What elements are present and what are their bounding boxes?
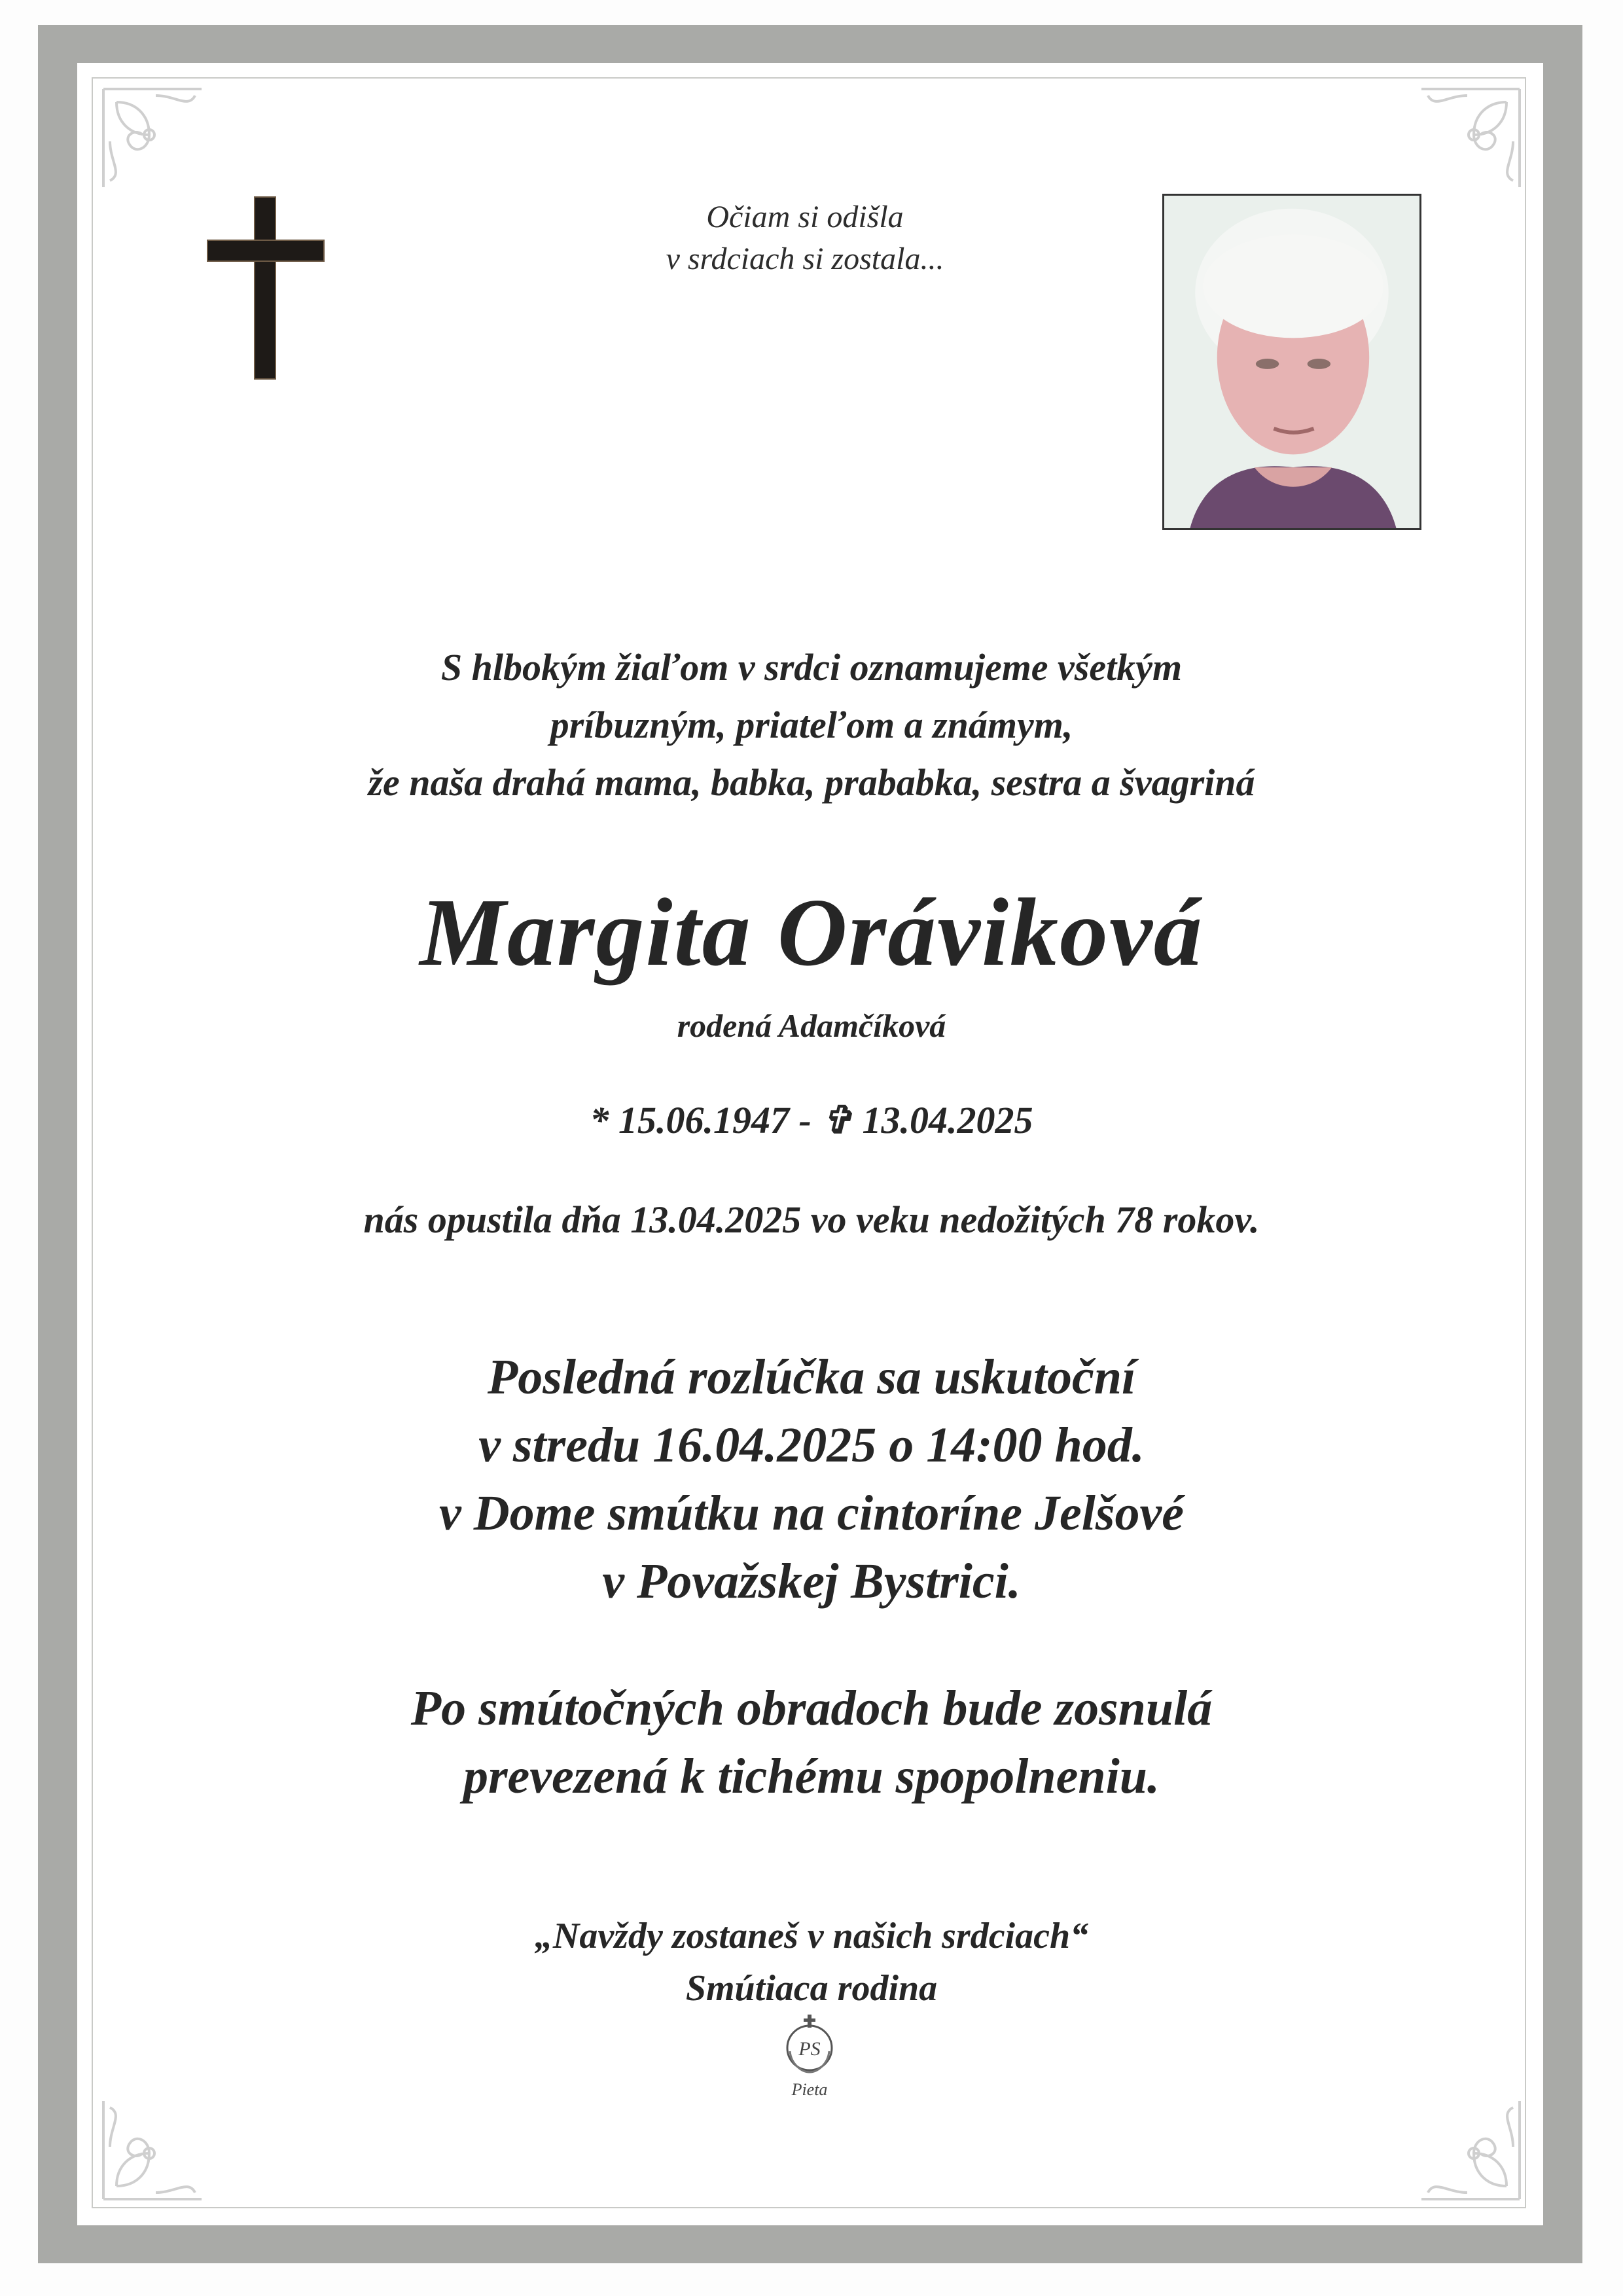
cross-icon — [207, 196, 325, 380]
ceremony-line: v Dome smútku na cintoríne Jelšové — [439, 1486, 1184, 1541]
deceased-name: Margita Oráviková — [419, 879, 1204, 986]
ceremony-line: v stredu 16.04.2025 o 14:00 hod. — [478, 1418, 1145, 1473]
closing — [157, 1910, 1466, 2015]
motto-line: Očiam si odišla — [706, 200, 904, 234]
announcement-intro — [157, 639, 1466, 812]
pieta-emblem-icon — [777, 2012, 842, 2077]
portrait-photo — [1162, 194, 1421, 530]
closing-quote: „Navždy zostaneš v našich srdciach“ — [534, 1916, 1089, 1956]
corner-ornament-icon — [97, 2055, 247, 2206]
cremation-note — [157, 1674, 1466, 1810]
ceremony-details — [157, 1343, 1466, 1615]
intro-line: príbuzným, priateľom a známym, — [550, 704, 1073, 746]
corner-ornament-icon — [1376, 2055, 1526, 2206]
cremation-line: prevezená k tichému spopolneniu. — [463, 1749, 1160, 1804]
intro-line: že naša drahá mama, babka, prababka, sestra a švagriná — [368, 761, 1255, 804]
cremation-line: Po smútočných obradoch bude zosnulá — [410, 1681, 1213, 1736]
motto — [550, 196, 1060, 280]
life-dates: * 15.06.1947 - ✞ 13.04.2025 — [590, 1099, 1033, 1141]
signature: Smútiaca rodina — [685, 1968, 938, 2009]
logo-label: Pieta — [791, 2080, 828, 2099]
motto-line: v srdciach si zostala... — [666, 242, 944, 276]
logo-monogram: PS — [798, 2038, 821, 2060]
pieta-logo — [774, 2012, 846, 2110]
ceremony-line: Posledná rozlúčka sa uskutoční — [487, 1350, 1136, 1405]
maiden-name: rodená Adamčíková — [677, 1007, 946, 1044]
ceremony-line: v Považskej Bystrici. — [602, 1554, 1021, 1609]
intro-line: S hlbokým žiaľom v srdci oznamujeme všetkým — [440, 646, 1183, 689]
passing-note: nás opustila dňa 13.04.2025 vo veku nedožitých 78 rokov. — [363, 1198, 1260, 1241]
